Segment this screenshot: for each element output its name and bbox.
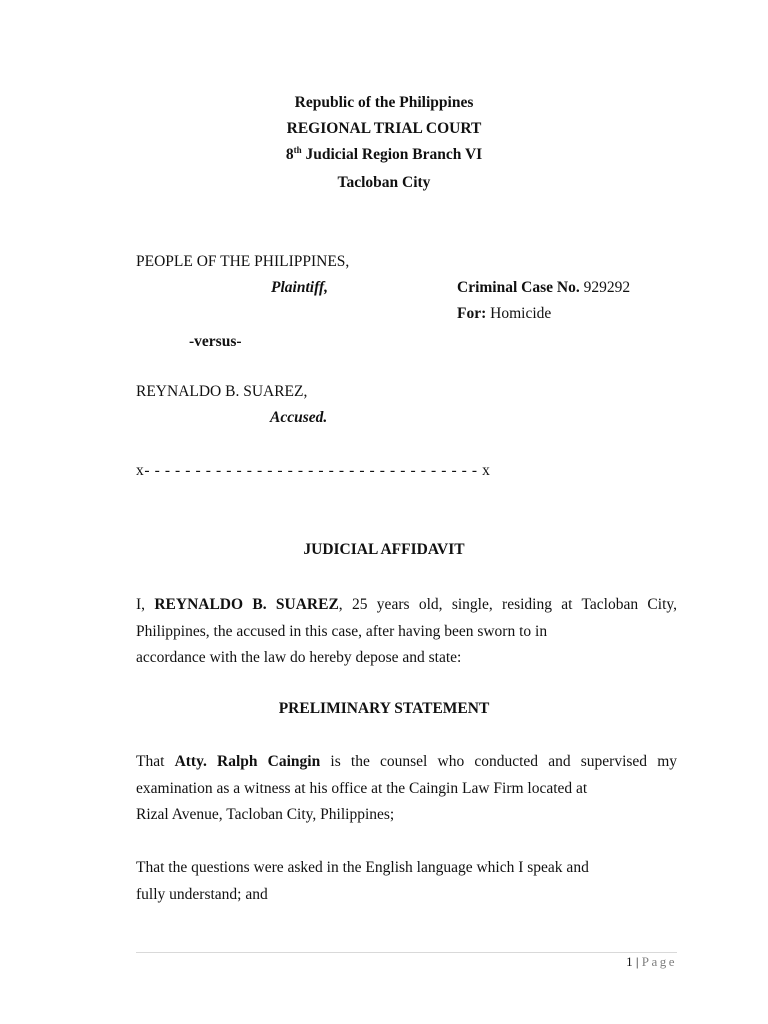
footer-rule — [136, 952, 677, 953]
case-number-line — [457, 279, 630, 297]
language-paragraph — [136, 855, 677, 908]
para1-last-line: Rizal Avenue, Tacloban City, Philippines; — [136, 806, 395, 823]
region-rest: Judicial Region Branch VI — [301, 146, 483, 163]
page-footer — [626, 954, 677, 970]
region-ordinal: 8 — [285, 146, 294, 163]
intro-body: , 25 years old, single, residing at Tacloban City, Philippines, the accused in this case, after having been sworn to in — [136, 596, 677, 640]
para2-last-line: fully understand; and — [136, 885, 268, 903]
counsel-name: Atty. Ralph Caingin — [174, 753, 321, 770]
page-number: 1 — [626, 954, 633, 969]
page-word: Page — [641, 954, 677, 969]
para2-body: That the questions were asked in the English language which I speak and — [136, 859, 589, 876]
section-heading: PRELIMINARY STATEMENT — [278, 700, 490, 717]
charge-line — [457, 305, 551, 323]
accused-role: Accused. — [270, 409, 328, 426]
case-label: Criminal Case No. — [457, 279, 580, 296]
para1-body: is the counsel who conducted and supervised my examination as a witness at his office at the Caingin Law Firm located at — [136, 753, 678, 797]
header-city: Tacloban City — [337, 174, 431, 191]
versus-label: -versus- — [189, 333, 242, 350]
plaintiff-name: PEOPLE OF THE PHILIPPINES, — [136, 253, 350, 270]
case-number: 929292 — [579, 279, 631, 296]
header-region — [0, 146, 768, 164]
affiant-name: REYNALDO B. SUAREZ — [154, 596, 339, 613]
region-ordinal-suffix: th — [293, 144, 302, 155]
counsel-paragraph — [136, 749, 677, 829]
charge-value: Homicide — [486, 305, 552, 322]
footer-separator: | — [632, 954, 642, 969]
intro-last-line: accordance with the law do hereby depose and state: — [136, 649, 462, 666]
charge-label: For: — [457, 305, 487, 322]
intro-paragraph — [136, 592, 677, 672]
plaintiff-role: Plaintiff, — [271, 279, 328, 296]
caption-separator: x- - - - - - - - - - - - - - - - - - - - - - - - - - - - - - - - - x — [136, 462, 491, 479]
header-republic: Republic of the Philippines — [294, 94, 474, 111]
para1-prefix: That — [136, 753, 175, 770]
header-court: REGIONAL TRIAL COURT — [286, 120, 482, 137]
accused-name: REYNALDO B. SUAREZ, — [136, 383, 308, 400]
document-title: JUDICIAL AFFIDAVIT — [303, 541, 465, 558]
intro-prefix: I, — [136, 596, 155, 613]
